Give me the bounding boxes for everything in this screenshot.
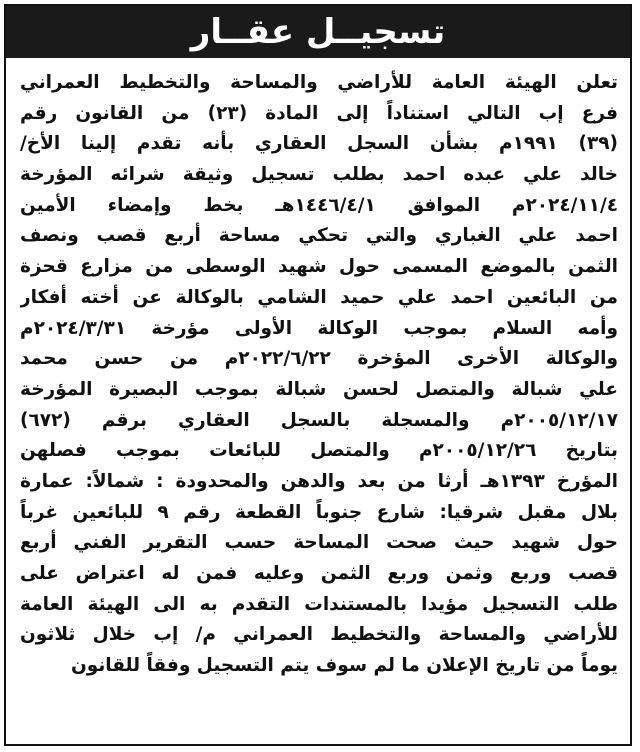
notice-frame: [4, 4, 632, 746]
notice-line: علي شبالة والمتصل لحسن شبالة بموجب البصيرة المؤرخة: [20, 378, 618, 400]
notice-body: [20, 68, 618, 682]
notice-line: احمد علي الغباري والتي تحكي مساحة أربع قصب ونصف: [20, 225, 618, 247]
notice-line: يوماً من تاريخ الإعلان ما لم سوف يتم التسجيل وفقاً للقانون: [70, 655, 618, 677]
notice-line: طلب التسجيل مؤيدا بالمستندات التقدم به الى الهيئة العامة: [20, 593, 618, 615]
notice-line: خالد علي عبده احمد بطلب تسجيل وثيقة شرائه المؤرخة: [20, 164, 618, 186]
notice-line: (٣٩) ١٩٩١م بشأن السجل العقاري بأنه تقدم إلينا الأخ/: [20, 133, 618, 155]
notice-line: قصب وربع وثمن وربع الثمن وعليه فمن له اعتراض على: [20, 563, 618, 584]
notice-line: فرع إب التالي استناداً إلى المادة (٢٣) من القانون رقم: [20, 102, 618, 124]
notice-line: بتاريخ ٢٠٠٥/١٢/٢٦م والمتصل للبائعات بموجب فصلهن: [20, 440, 618, 462]
notice-line: والوكالة الأخرى المؤخرة ٢٠٢٢/٦/٢٢م من حسن محمد: [20, 348, 618, 370]
notice-line: الثمن بالموضع المسمى حول شهيد الوسطى من مزارع قحزة: [20, 256, 618, 278]
notice-title: تسجيــل عقــار: [190, 12, 446, 52]
notice-line: للأراضي والمساحة والتخطيط العمراني م/ إب خلال ثلاثون: [20, 624, 618, 646]
notice-line: من البائعين احمد علي حميد الشامي بالوكالة عن أخته أفكار: [20, 286, 618, 308]
notice-line: ٢٠٠٥/١٢/١٧م والمسجلة بالسجل العقاري برقم (٦٧٢): [20, 409, 618, 431]
notice-line: ٢٠٢٤/١١/٤م الموافق ١٤٤٦/٤/١هـ بخط وإمضاء الأمين: [20, 194, 618, 216]
notice-line: حول شهيد حيث صحت المساحة حسب التقرير الفني أربع: [20, 532, 618, 554]
notice-line: المؤرخ ١٣٩٣هـ أرثا من بعد والدهن والمحدودة : شمالاً: عمارة: [20, 470, 618, 492]
notice-line: وأمه السلام بموجب الوكالة الأولى مؤرخة ٢٠٢٤/٣/٣١م: [20, 317, 618, 339]
notice-line: بلال مقبل شرقيا: شارع جنوباً القطعة رقم ٩ للبائعين غرباً: [20, 501, 618, 523]
title-bar: [6, 6, 630, 58]
notice-line: تعلن الهيئة العامة للأراضي والمساحة والتخطيط العمراني: [20, 72, 618, 93]
